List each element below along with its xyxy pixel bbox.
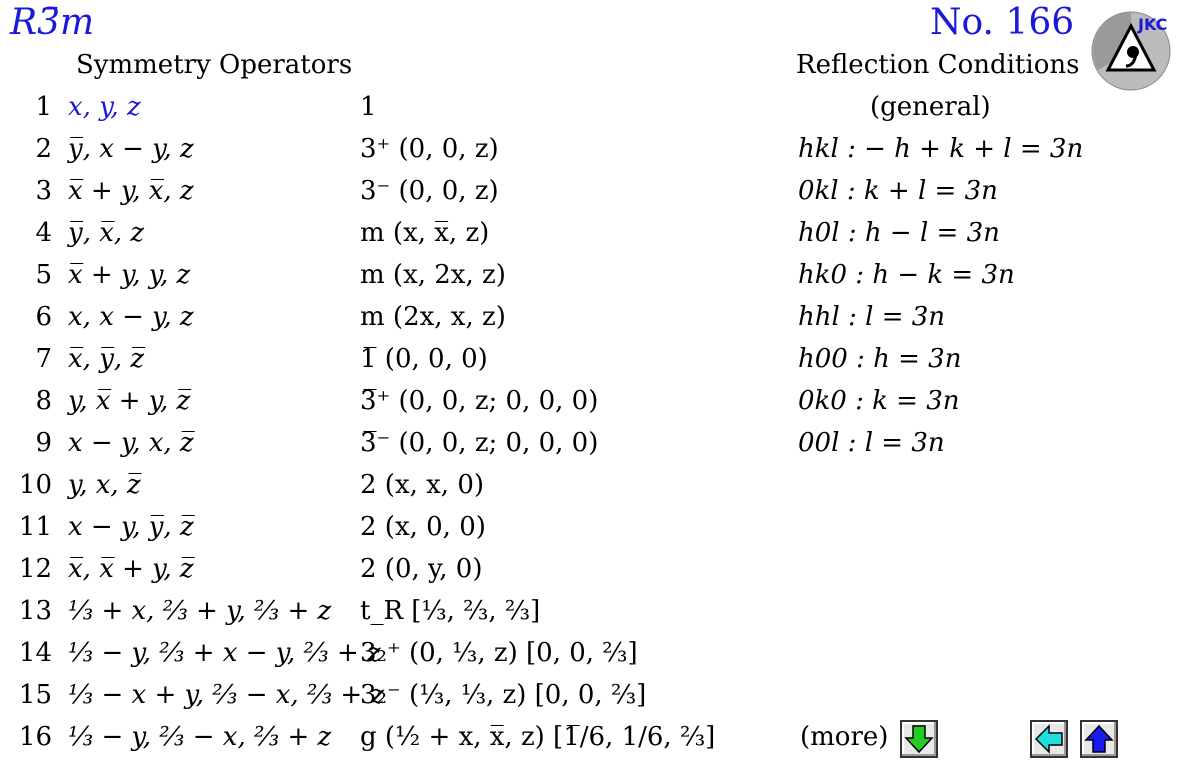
operator-number: 13 <box>18 596 52 626</box>
reflection-condition: l = 3n <box>856 428 945 458</box>
reflection-condition: l = 3n <box>856 302 946 332</box>
reflection-row <box>798 176 998 206</box>
operator-number: 3 <box>35 176 52 206</box>
reflection-hkl: h0l : <box>798 218 857 248</box>
operator-number: 1 <box>35 92 52 122</box>
reflection-hkl: h00 : <box>798 344 865 374</box>
operator-coordinates: y, x, z̅ <box>68 470 141 500</box>
reflection-condition: k + l = 3n <box>855 176 998 206</box>
reflection-hkl: hhl : <box>798 302 857 332</box>
operator-symbol: 3̅⁻ (0, 0, z; 0, 0, 0) <box>360 428 599 458</box>
operator-symbol: m (2x, x, z) <box>360 302 506 332</box>
operator-number: 9 <box>35 428 52 458</box>
svg-text:JKC: JKC <box>1138 15 1168 34</box>
up-index-button[interactable] <box>1080 720 1118 758</box>
operator-number: 10 <box>18 470 52 500</box>
operator-coordinates: y̅, x − y, z <box>68 134 194 164</box>
reflection-condition: h = 3n <box>864 344 962 374</box>
symmetry-heading: Symmetry Operators <box>76 50 353 80</box>
reflection-hkl: 00l : <box>798 428 857 458</box>
operator-number: 15 <box>18 680 52 710</box>
space-group-symbol: R3̄m <box>10 2 95 43</box>
operator-symbol: g (½ + x, x̅, z) [1̅/6, 1/6, ⅔] <box>360 722 716 752</box>
operator-symbol: t_R [⅓, ⅔, ⅔] <box>360 596 541 626</box>
operator-symbol: 2 (0, y, 0) <box>360 554 483 584</box>
reflection-condition: h − l = 3n <box>856 218 1000 248</box>
operator-number: 16 <box>18 722 52 752</box>
previous-page-button[interactable] <box>1030 720 1068 758</box>
reflection-row <box>798 134 1083 164</box>
operator-coordinates: ⅓ − y, ⅔ − x, ⅔ + z <box>68 722 332 752</box>
operator-symbol: 3⁻ (0, 0, z) <box>360 176 499 206</box>
operator-number: 8 <box>35 386 52 416</box>
operator-coordinates: x̅, x̅ + y, z̅ <box>68 554 194 584</box>
operator-symbol: 3̅⁺ (0, 0, z; 0, 0, 0) <box>360 386 599 416</box>
reflection-hkl: hk0 : <box>798 260 865 290</box>
reflection-row <box>798 302 945 332</box>
next-page-button[interactable] <box>900 720 938 758</box>
operator-symbol: m (x, x̅, z) <box>360 218 490 248</box>
reflection-subheading: (general) <box>870 92 991 122</box>
group-number: No. 166 <box>930 2 1075 43</box>
operator-symbol: 2 (x, 0, 0) <box>360 512 486 542</box>
operator-symbol: 1̅ (0, 0, 0) <box>360 344 488 374</box>
reflection-hkl: hkl : <box>798 134 856 164</box>
operator-number: 4 <box>35 218 52 248</box>
operator-number: 6 <box>35 302 52 332</box>
operator-symbol: 3⁺ (0, 0, z) <box>360 134 499 164</box>
arrow-left-icon <box>1034 724 1064 754</box>
arrow-down-icon <box>904 724 934 754</box>
operator-number: 12 <box>18 554 52 584</box>
operator-number: 14 <box>18 638 52 668</box>
operator-symbol: 3₂⁺ (0, ⅓, z) [0, 0, ⅔] <box>360 638 638 668</box>
operator-number: 5 <box>35 260 52 290</box>
reflection-heading: Reflection Conditions <box>796 50 1080 80</box>
operator-symbol: 1 <box>360 92 377 122</box>
operator-symbol: 3₂⁻ (⅓, ⅓, z) [0, 0, ⅔] <box>360 680 647 710</box>
reflection-row <box>798 218 1000 248</box>
reflection-row <box>798 386 960 416</box>
reflection-hkl: 0k0 : <box>798 386 864 416</box>
operator-coordinates: y̅, x̅, z <box>68 218 145 248</box>
reflection-row <box>798 344 961 374</box>
operator-coordinates: x − y, y̅, z̅ <box>68 512 194 542</box>
more-label: (more) <box>800 722 889 752</box>
reflection-condition: − h + k + l = 3n <box>855 134 1084 164</box>
operator-coordinates[interactable]: x, y, z <box>68 92 141 122</box>
operator-coordinates: x̅ + y, y, z <box>68 260 191 290</box>
jkc-logo <box>1090 10 1172 92</box>
operator-number: 2 <box>35 134 52 164</box>
reflection-hkl: 0kl : <box>798 176 856 206</box>
operator-coordinates: ⅓ − y, ⅔ + x − y, ⅔ + z <box>68 638 381 668</box>
operator-coordinates: ⅓ − x + y, ⅔ − x, ⅔ + z <box>68 680 385 710</box>
operator-coordinates: x̅ + y, x̅, z <box>68 176 194 206</box>
reflection-row <box>798 428 945 458</box>
operator-number: 11 <box>18 512 52 542</box>
reflection-condition: k = 3n <box>863 386 960 416</box>
arrow-up-icon <box>1084 724 1114 754</box>
operator-coordinates: x − y, x, z̅ <box>68 428 194 458</box>
reflection-row <box>798 260 1015 290</box>
operator-coordinates: x̅, y̅, z̅ <box>68 344 145 374</box>
operator-coordinates: y, x̅ + y, z̅ <box>68 386 191 416</box>
operator-symbol: 2 (x, x, 0) <box>360 470 485 500</box>
reflection-condition: h − k = 3n <box>864 260 1015 290</box>
operator-coordinates: x, x − y, z <box>68 302 194 332</box>
operator-coordinates: ⅓ + x, ⅔ + y, ⅔ + z <box>68 596 332 626</box>
operator-number: 7 <box>35 344 52 374</box>
operator-symbol: m (x, 2x, z) <box>360 260 506 290</box>
